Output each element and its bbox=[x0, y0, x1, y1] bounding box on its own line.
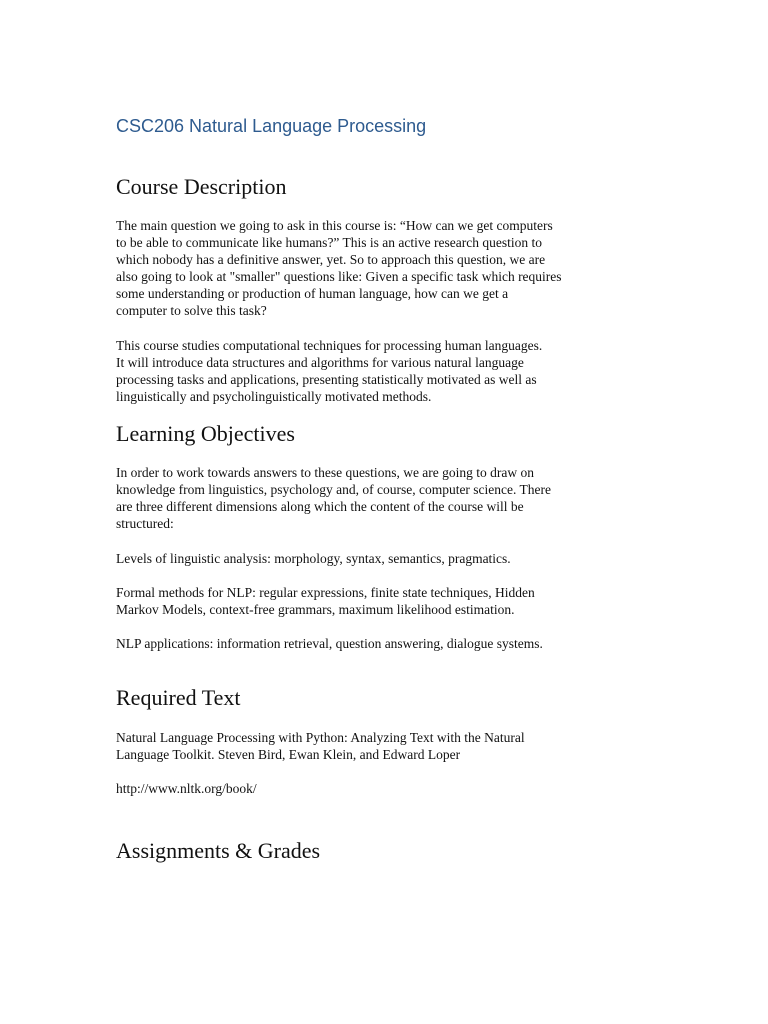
text-line: Markov Models, context-free grammars, maximum likelihood estimation. bbox=[116, 602, 515, 617]
text-line: some understanding or production of human language, how can we get a bbox=[116, 286, 509, 301]
assignments-grades-heading: Assignments & Grades bbox=[116, 838, 321, 863]
learning-objectives-intro bbox=[116, 464, 551, 532]
text-line: Levels of linguistic analysis: morphology, syntax, semantics, pragmatics. bbox=[116, 551, 511, 566]
text-line: linguistically and psycholinguistically motivated methods. bbox=[116, 389, 432, 404]
course-description-paragraph-1 bbox=[116, 217, 562, 319]
text-line: Natural Language Processing with Python: Analyzing Text with the Natural bbox=[116, 730, 525, 745]
text-line: to be able to communicate like humans?” This is an active research question to bbox=[116, 235, 542, 250]
page-title: CSC206 Natural Language Processing bbox=[116, 116, 427, 136]
required-book-citation bbox=[116, 729, 525, 763]
text-line: computer to solve this task? bbox=[116, 303, 267, 318]
text-line: knowledge from linguistics, psychology and, of course, computer science. There bbox=[116, 482, 552, 497]
text-line: processing tasks and applications, presenting statistically motivated as well as bbox=[116, 372, 537, 387]
text-line: are three different dimensions along which the content of the course will be bbox=[116, 499, 524, 514]
book-url-link[interactable]: http://www.nltk.org/book/ bbox=[116, 781, 257, 796]
text-line: Language Toolkit. Steven Bird, Ewan Klein, and Edward Loper bbox=[116, 747, 461, 762]
nlp-applications-paragraph bbox=[116, 635, 543, 652]
course-description-paragraph-2 bbox=[116, 337, 542, 405]
course-description-heading: Course Description bbox=[116, 174, 287, 199]
formal-methods-paragraph bbox=[116, 584, 535, 618]
text-line: The main question we going to ask in this course is: “How can we get computers bbox=[116, 218, 553, 233]
text-line: NLP applications: information retrieval, question answering, dialogue systems. bbox=[116, 636, 543, 651]
linguistic-levels-paragraph bbox=[116, 550, 511, 567]
text-line: In order to work towards answers to these questions, we are going to draw on bbox=[116, 465, 535, 480]
text-line: structured: bbox=[116, 516, 174, 531]
text-line: It will introduce data structures and algorithms for various natural language bbox=[116, 355, 524, 370]
text-line: also going to look at "smaller" questions like: Given a specific task which requires bbox=[116, 269, 562, 284]
text-line: which nobody has a definitive answer, yet. So to approach this question, we are bbox=[116, 252, 546, 267]
learning-objectives-heading: Learning Objectives bbox=[116, 421, 295, 446]
required-text-heading: Required Text bbox=[116, 685, 241, 710]
text-line: This course studies computational techniques for processing human languages. bbox=[116, 338, 543, 353]
text-line: Formal methods for NLP: regular expressions, finite state techniques, Hidden bbox=[116, 585, 535, 600]
